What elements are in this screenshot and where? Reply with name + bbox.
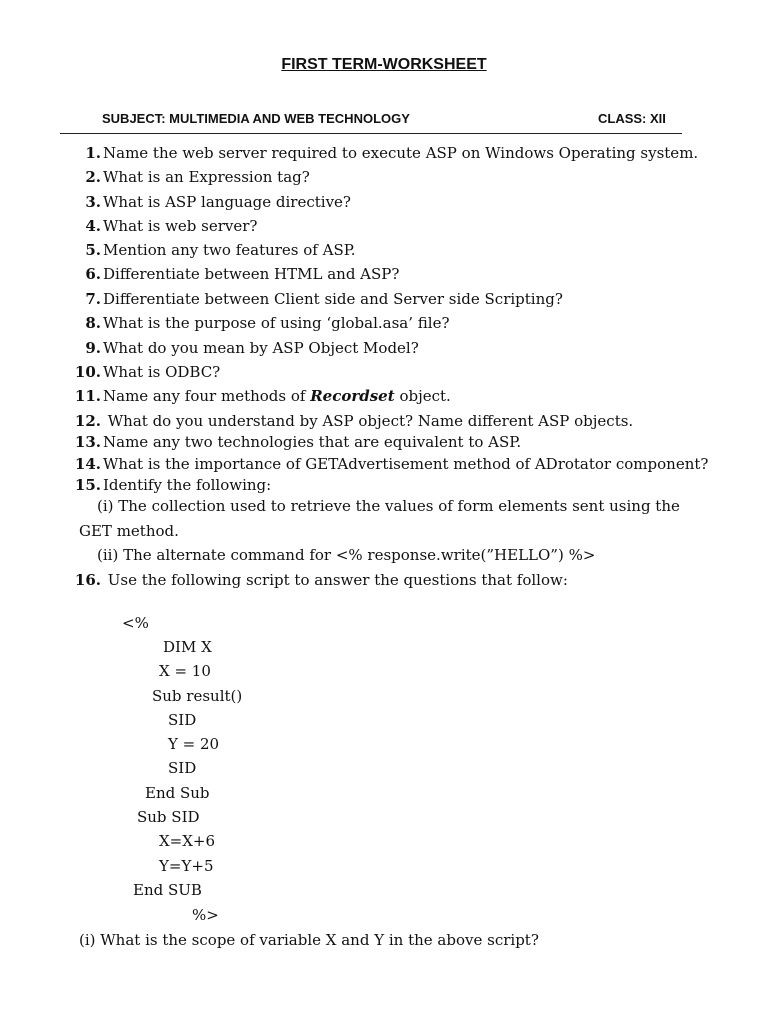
code-line: End SUB <box>133 881 202 899</box>
code-line: DIM X <box>163 638 212 656</box>
question-number: 4. <box>85 217 101 235</box>
q15-part-i-line1: (i) The collection used to retrieve the values of form elements sent using the <box>97 497 680 515</box>
question-number: 16. <box>74 571 101 589</box>
question-7 <box>70 289 750 309</box>
question-number: 7. <box>85 290 101 308</box>
subject-label: SUBJECT: MULTIMEDIA AND WEB TECHNOLOGY <box>102 111 410 126</box>
question-6 <box>70 264 750 284</box>
q15-part-ii: (ii) The alternate command for <% response.write(”HELLO”) %> <box>97 546 596 564</box>
question-text: Name the web server required to execute ASP on Windows Operating system. <box>103 144 699 162</box>
question-text: What is an Expression tag? <box>103 168 310 186</box>
question-number: 10. <box>74 363 101 381</box>
question-number: 9. <box>85 339 101 357</box>
code-line: End Sub <box>145 784 210 802</box>
question-text: What do you understand by ASP object? Name different ASP objects. <box>103 412 634 430</box>
question-text: Mention any two features of ASP. <box>103 241 356 259</box>
code-line: SID <box>168 711 197 729</box>
question-3 <box>70 192 750 212</box>
question-text: What is the importance of GETAdvertisement method of ADrotator component? <box>103 455 709 473</box>
question-5 <box>70 240 750 260</box>
code-line: <% <box>122 614 149 632</box>
class-label: CLASS: XII <box>598 111 666 126</box>
question-text: What do you mean by ASP Object Model? <box>103 339 419 357</box>
question-text: What is web server? <box>103 217 258 235</box>
question-text: What is the purpose of using ‘global.asa’ file? <box>103 314 450 332</box>
recordset-emphasis: Recordset <box>310 387 395 405</box>
header-divider <box>60 133 682 134</box>
question-1 <box>70 143 750 163</box>
question-number: 13. <box>74 433 101 451</box>
code-line: SID <box>168 759 197 777</box>
question-12 <box>70 411 750 431</box>
code-line: X = 10 <box>159 662 211 680</box>
question-number: 14. <box>74 455 101 473</box>
code-line: Sub result() <box>152 687 243 705</box>
question-text: Name any four methods of <box>103 387 311 405</box>
code-line: Y = 20 <box>168 735 220 753</box>
code-line: Y=Y+5 <box>159 857 214 875</box>
question-number: 15. <box>74 476 101 494</box>
question-13 <box>70 432 750 452</box>
question-9 <box>70 338 750 358</box>
q15-part-i-line2: GET method. <box>79 522 179 540</box>
question-text: Differentiate between Client side and Server side Scripting? <box>103 290 563 308</box>
question-number: 2. <box>85 168 101 186</box>
question-text: What is ASP language directive? <box>103 193 351 211</box>
question-text: Differentiate between HTML and ASP? <box>103 265 400 283</box>
subquestion-scope: (i) What is the scope of variable X and Y in the above script? <box>79 931 539 949</box>
question-text: Use the following script to answer the questions that follow: <box>103 571 568 589</box>
code-line: %> <box>192 906 219 924</box>
question-text: Name any two technologies that are equivalent to ASP. <box>103 433 522 451</box>
question-number: 8. <box>85 314 101 332</box>
question-15 <box>70 475 750 495</box>
question-11 <box>70 386 750 406</box>
question-10 <box>70 362 750 382</box>
worksheet-title: FIRST TERM-WORKSHEET <box>281 56 487 73</box>
question-text-end: object. <box>394 387 451 405</box>
question-number: 5. <box>85 241 101 259</box>
question-8 <box>70 313 750 333</box>
question-number: 12. <box>74 412 101 430</box>
question-14 <box>70 454 750 474</box>
question-text: What is ODBC? <box>103 363 221 381</box>
question-number: 11. <box>74 387 101 405</box>
question-number: 3. <box>85 193 101 211</box>
code-line: X=X+6 <box>159 832 216 850</box>
question-number: 1. <box>85 144 101 162</box>
question-2 <box>70 167 750 187</box>
question-16 <box>70 570 750 590</box>
question-number: 6. <box>85 265 101 283</box>
question-4 <box>70 216 750 236</box>
code-line: Sub SID <box>137 808 200 826</box>
question-text: Identify the following: <box>103 476 272 494</box>
